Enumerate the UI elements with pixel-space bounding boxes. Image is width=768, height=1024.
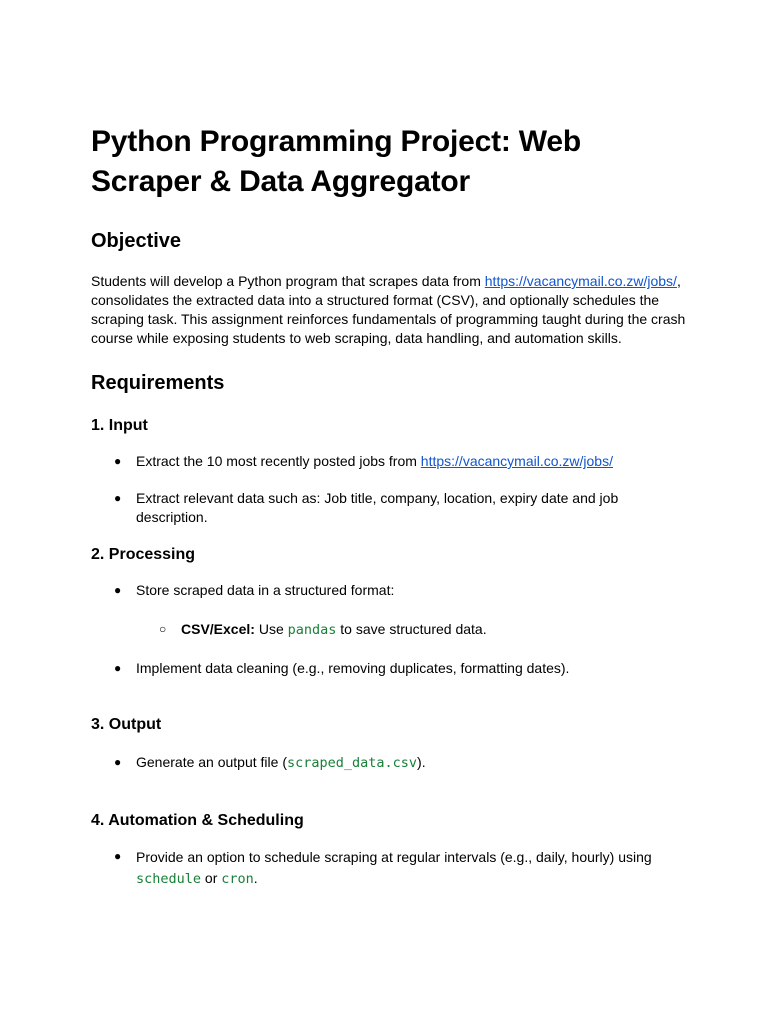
- processing-list-2: [91, 659, 691, 678]
- sub-bullet-icon: ○: [159, 622, 167, 636]
- processing-sub-post: to save structured data.: [336, 621, 487, 637]
- automation-heading: 4. Automation & Scheduling: [91, 812, 304, 829]
- requirements-heading: Requirements: [91, 372, 225, 394]
- bullet-icon: ●: [114, 661, 122, 675]
- processing-sub-pre: Use: [254, 621, 288, 637]
- bullet-icon: ●: [114, 454, 122, 468]
- output-list: [91, 753, 691, 773]
- cron-code: cron: [221, 871, 254, 887]
- bullet-icon: ●: [114, 583, 122, 597]
- pandas-code: pandas: [287, 622, 337, 638]
- list-item: [91, 659, 691, 678]
- document-title: Python Programming Project: Web Scraper & Data Aggregator: [91, 125, 581, 198]
- objective-text-before: Students will develop a Python program that scrapes data from: [91, 273, 485, 289]
- list-item: [91, 847, 691, 890]
- vacancymail-link[interactable]: https://vacancymail.co.zw/jobs/: [420, 453, 613, 469]
- objective-heading: Objective: [91, 230, 182, 252]
- input-list: [91, 452, 691, 527]
- objective-paragraph: [91, 272, 691, 348]
- input-heading: 1. Input: [91, 417, 148, 434]
- csv-excel-label: CSV/Excel:: [181, 621, 255, 637]
- processing-item-1-text: Store scraped data in a structured format:: [136, 582, 395, 598]
- automation-list: [91, 847, 691, 890]
- processing-list: [91, 581, 691, 600]
- bullet-icon: ●: [114, 491, 122, 505]
- automation-item-mid: or: [201, 870, 222, 886]
- output-item-pre: Generate an output file (: [136, 754, 287, 770]
- scraped-data-csv-code: scraped_data.csv: [287, 755, 418, 771]
- input-item-1-text: Extract the 10 most recently posted jobs from: [136, 453, 421, 469]
- input-item-2-text: Extract relevant data such as: Job title, company, location, expiry date and job description.: [136, 490, 619, 525]
- processing-item-2-text: Implement data cleaning (e.g., removing duplicates, formatting dates).: [136, 660, 570, 676]
- bullet-icon: ●: [114, 755, 122, 769]
- processing-sub-list: [91, 620, 691, 640]
- output-heading: 3. Output: [91, 716, 162, 733]
- automation-item-pre: Provide an option to schedule scraping at regular intervals (e.g., daily, hourly) using: [136, 849, 652, 865]
- vacancymail-link[interactable]: https://vacancymail.co.zw/jobs/: [484, 273, 677, 289]
- list-item: [91, 581, 691, 600]
- automation-item-post: .: [253, 870, 258, 886]
- document-content: [91, 122, 691, 890]
- output-item-post: ).: [417, 754, 426, 770]
- list-item: [91, 489, 691, 527]
- list-item: [91, 620, 691, 640]
- objective-text-after: , consolidates the extracted data into a structured format (CSV), and optionally schedules the scraping task. This assignment reinforces fundamentals of programming taught during the crash course while exposing students to web scraping, data handling, and automation skills.: [91, 273, 686, 346]
- schedule-code: schedule: [136, 871, 202, 887]
- list-item: [91, 452, 691, 471]
- list-item: [91, 753, 691, 773]
- bullet-icon: ●: [114, 849, 122, 863]
- processing-heading: 2. Processing: [91, 546, 196, 563]
